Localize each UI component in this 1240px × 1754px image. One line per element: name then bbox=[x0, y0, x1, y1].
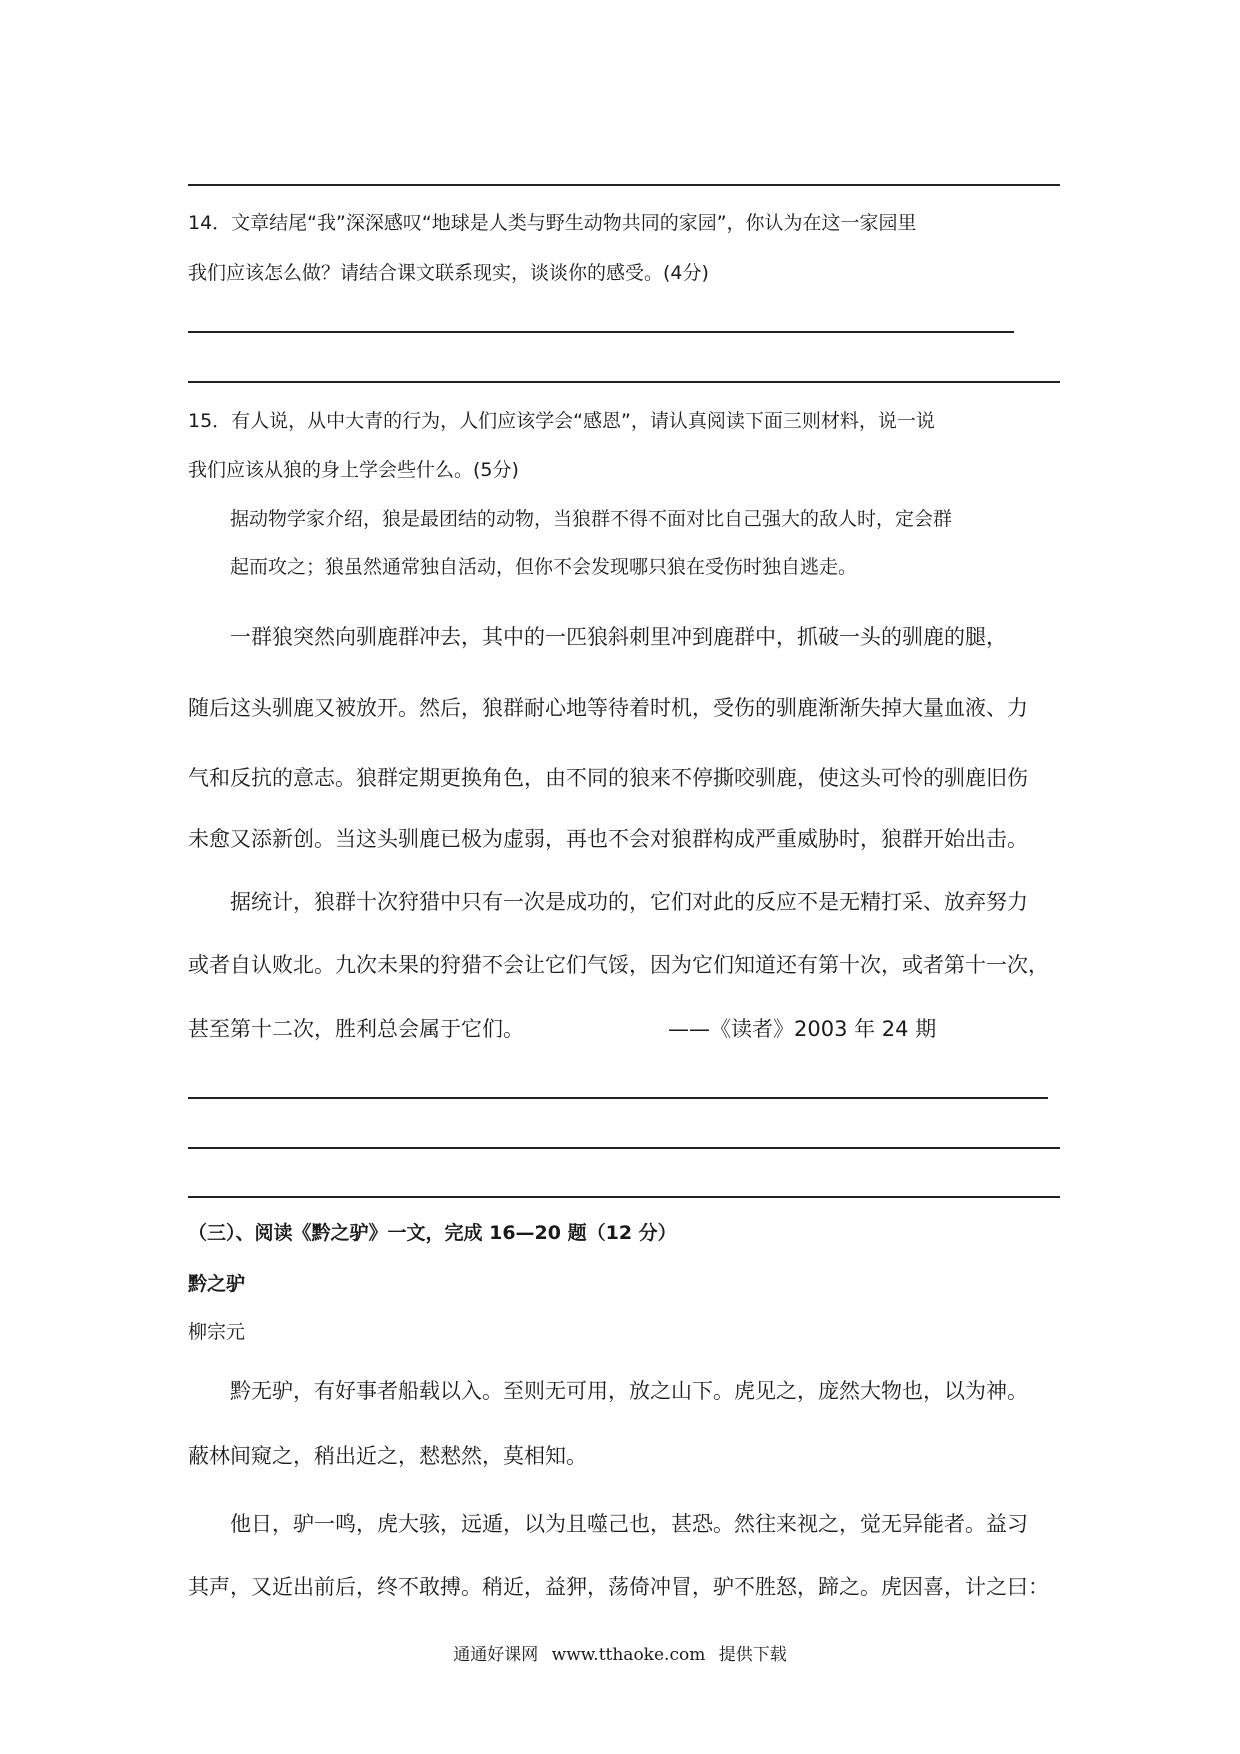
answer-line bbox=[188, 1097, 1048, 1099]
material-2-line-2: 随后这头驯鹿又被放开。然后，狼群耐心地等待着时机，受伤的驯鹿渐渐失掉大量血液、力 bbox=[188, 696, 1028, 720]
material-1-line-1: 据动物学家介绍，狼是最团结的动物，当狼群不得不面对比自己强大的敌人时，定会群 bbox=[230, 508, 953, 530]
material-2-line-1: 一群狼突然向驯鹿群冲去，其中的一匹狼斜刺里冲到鹿群中，抓破一头的驯鹿的腿， bbox=[230, 625, 1007, 649]
answer-line bbox=[188, 184, 1060, 186]
passage-para-1-line-2: 蔽林间窥之，稍出近之，慭慭然，莫相知。 bbox=[188, 1444, 587, 1468]
question-14-line-1: 14．文章结尾“我”深深感叹“地球是人类与野生动物共同的家园”，你认为在这一家园里 bbox=[188, 212, 917, 234]
answer-line bbox=[188, 1196, 1060, 1198]
question-14-line-2: 我们应该怎么做？请结合课文联系现实，谈谈你的感受。(4分) bbox=[188, 262, 709, 284]
material-3-source: ——《读者》2003 年 24 期 bbox=[668, 1017, 937, 1041]
material-3-line-1: 据统计，狼群十次狩猎中只有一次是成功的，它们对此的反应不是无精打采、放弃努力 bbox=[230, 890, 1028, 914]
footer-url[interactable]: www.tthaoke.com bbox=[551, 1645, 706, 1665]
answer-line bbox=[188, 331, 1014, 333]
footer-note: 提供下载 bbox=[718, 1645, 787, 1665]
footer-site-name: 通通好课网 bbox=[453, 1645, 539, 1665]
material-3-line-2: 或者自认败北。九次未果的狩猎不会让它们气馁，因为它们知道还有第十次，或者第十一次， bbox=[188, 953, 1049, 977]
question-15-line-1: 15．有人说，从中大青的行为，人们应该学会“感恩”，请认真阅读下面三则材料，说一说 bbox=[188, 410, 935, 432]
question-15-line-2: 我们应该从狼的身上学会些什么。(5分) bbox=[188, 459, 519, 481]
passage-para-2-line-2: 其声，又近出前后，终不敢搏。稍近，益狎，荡倚冲冒，驴不胜怒，蹄之。虎因喜，计之曰： bbox=[188, 1575, 1049, 1599]
material-3-line-3: 甚至第十二次，胜利总会属于它们。 bbox=[188, 1017, 524, 1041]
answer-line bbox=[188, 381, 1060, 383]
material-2-line-3: 气和反抗的意志。狼群定期更换角色，由不同的狼来不停撕咬驯鹿，使这头可怜的驯鹿旧伤 bbox=[188, 766, 1028, 790]
answer-line bbox=[188, 1147, 1060, 1149]
passage-para-1-line-1: 黔无驴，有好事者船载以入。至则无可用，放之山下。虎见之，庞然大物也，以为神。 bbox=[230, 1379, 1028, 1403]
passage-author: 柳宗元 bbox=[188, 1321, 246, 1343]
passage-title: 黔之驴 bbox=[188, 1273, 246, 1295]
material-1-line-2: 起而攻之；狼虽然通常独自活动，但你不会发现哪只狼在受伤时独自逃走。 bbox=[230, 556, 858, 578]
passage-para-2-line-1: 他日，驴一鸣，虎大骇，远遁，以为且噬己也，甚恐。然往来视之，觉无异能者。益习 bbox=[230, 1512, 1028, 1536]
section-3-heading: （三）、阅读《黔之驴》一文，完成 16—20 题（12 分） bbox=[188, 1222, 677, 1244]
page-footer bbox=[0, 1640, 1240, 1665]
material-2-line-4: 未愈又添新创。当这头驯鹿已极为虚弱，再也不会对狼群构成严重威胁时，狼群开始出击。 bbox=[188, 827, 1028, 851]
